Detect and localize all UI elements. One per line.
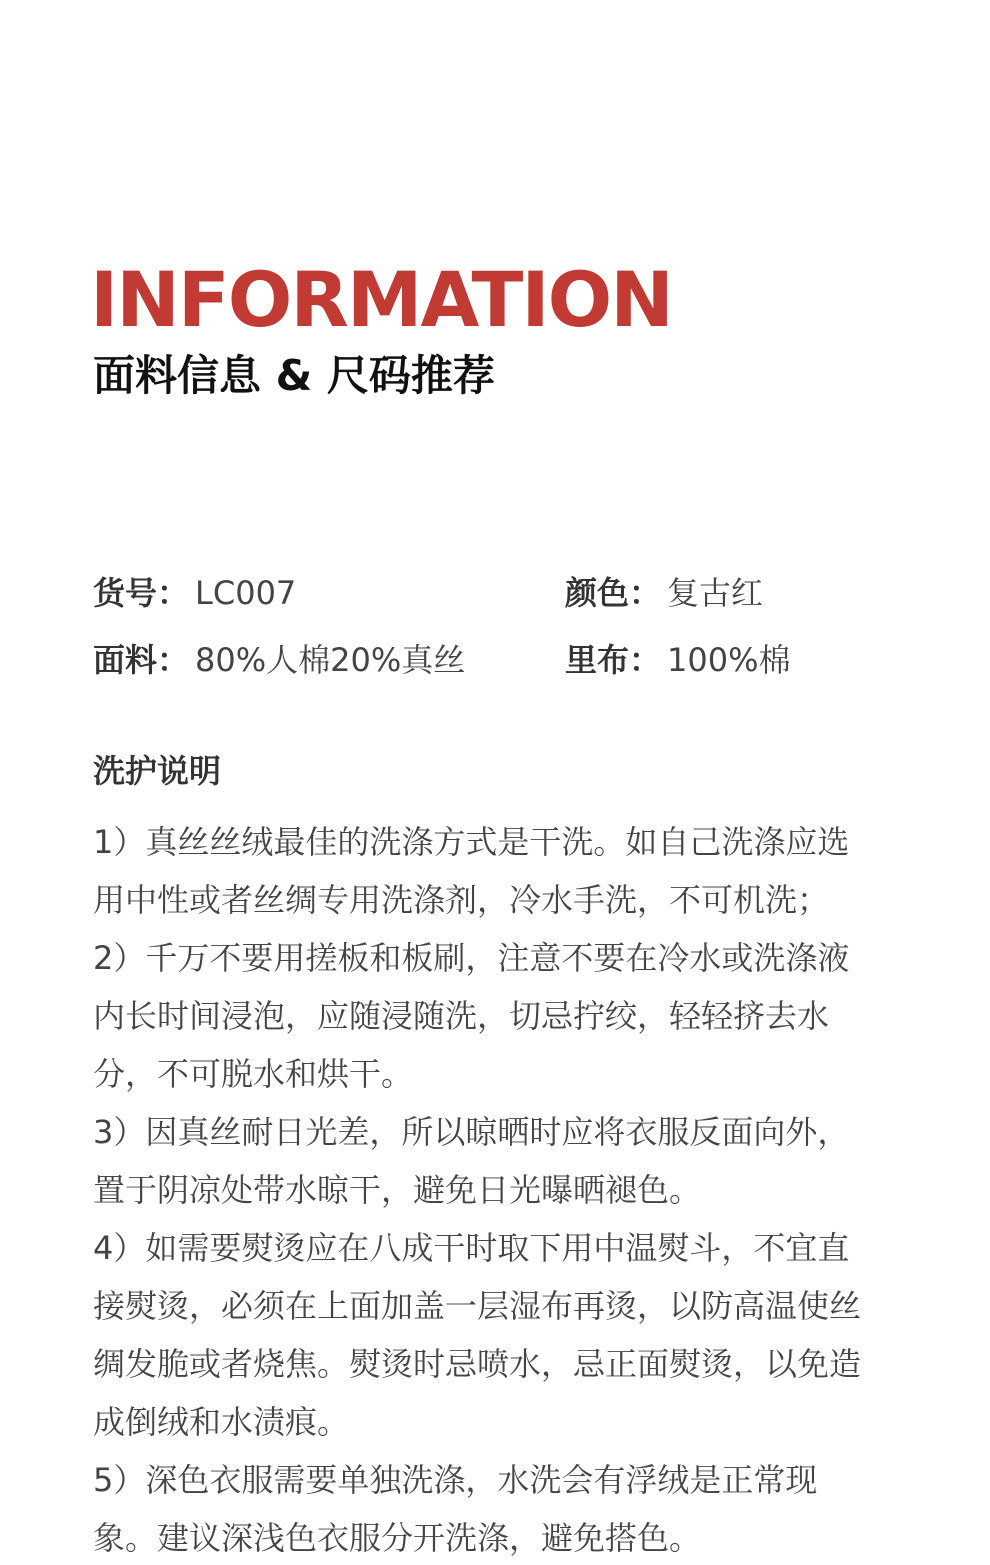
care-line: 接熨烫，必须在上面加盖一层湿布再烫，以防高温使丝 bbox=[93, 1287, 862, 1325]
page-subtitle-cn: 面料信息 & 尺码推荐 bbox=[93, 351, 495, 400]
care-line: 用中性或者丝绸专用洗涤剂，冷水手洗，不可机洗； bbox=[93, 881, 830, 919]
care-line: 3）因真丝耐日光差，所以晾晒时应将衣服反面向外， bbox=[93, 1113, 850, 1151]
spec-fabric-label: 面料 bbox=[93, 641, 158, 679]
care-line: 4）如需要熨烫应在八成干时取下用中温熨斗，不宜直 bbox=[93, 1229, 850, 1267]
spec-separator: ： bbox=[629, 574, 662, 612]
spec-separator: ： bbox=[629, 641, 662, 679]
spec-fabric-value: 80%人棉20%真丝 bbox=[195, 641, 466, 679]
spec-color-label: 颜色 bbox=[565, 574, 630, 612]
spec-fabric bbox=[93, 640, 465, 680]
spec-separator: ： bbox=[157, 574, 190, 612]
care-line: 2）千万不要用搓板和板刷，注意不要在冷水或洗涤液 bbox=[93, 939, 850, 977]
spec-lining-value: 100%棉 bbox=[667, 641, 791, 679]
care-line: 成倒绒和水渍痕。 bbox=[93, 1403, 350, 1441]
care-line: 置于阴凉处带水晾干，避免日光曝晒褪色。 bbox=[93, 1171, 702, 1209]
spec-lining bbox=[565, 640, 791, 680]
care-line: 分，不可脱水和烘干。 bbox=[93, 1055, 414, 1093]
care-instructions-heading: 洗护说明 bbox=[93, 752, 222, 790]
spec-item-no-value: LC007 bbox=[195, 574, 297, 612]
spec-color-value: 复古红 bbox=[667, 574, 764, 612]
care-line: 5）深色衣服需要单独洗涤，水洗会有浮绒是正常现 bbox=[93, 1461, 818, 1499]
care-line: 内长时间浸泡，应随浸随洗，切忌拧绞，轻轻挤去水 bbox=[93, 997, 830, 1035]
care-line: 象。建议深浅色衣服分开洗涤，避免搭色。 bbox=[93, 1519, 702, 1557]
care-line: 1）真丝丝绒最佳的洗涤方式是干洗。如自己洗涤应选 bbox=[93, 823, 850, 861]
spec-lining-label: 里布 bbox=[565, 641, 630, 679]
page-title-en: INFORMATION bbox=[90, 255, 672, 344]
spec-separator: ： bbox=[157, 641, 190, 679]
spec-item-no bbox=[93, 573, 296, 613]
care-line: 绸发脆或者烧焦。熨烫时忌喷水，忌正面熨烫，以免造 bbox=[93, 1345, 862, 1383]
spec-item-no-label: 货号 bbox=[93, 574, 158, 612]
spec-color bbox=[565, 573, 763, 613]
